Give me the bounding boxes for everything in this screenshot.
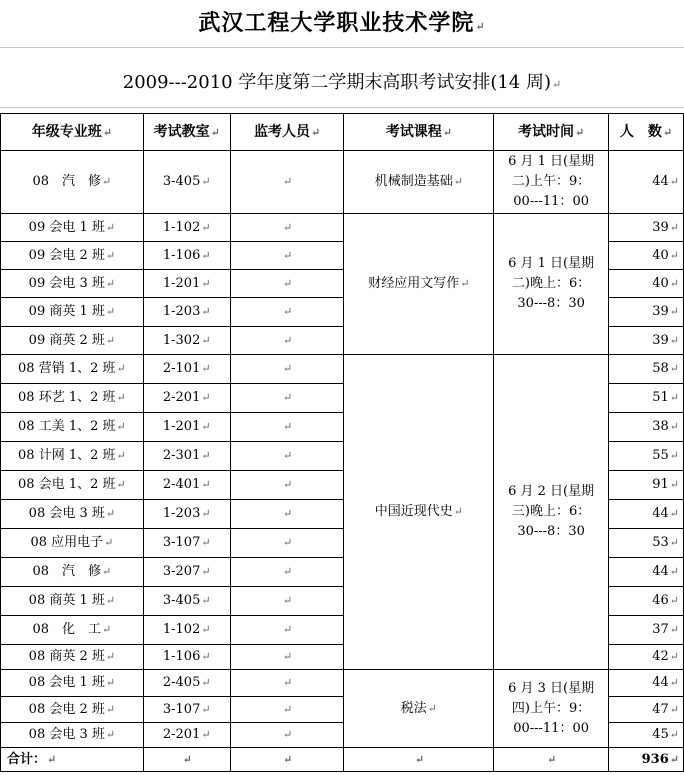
proctor-cell: ↵ xyxy=(230,214,344,242)
room-cell: 3-405↵ xyxy=(143,587,230,616)
title-divider xyxy=(0,47,684,48)
room-cell: 2-301↵ xyxy=(143,442,230,471)
count-cell: 40↵ xyxy=(609,270,684,298)
total-label: 合计：↵ xyxy=(1,748,144,772)
proctor-cell: ↵ xyxy=(230,327,344,355)
total-row xyxy=(1,748,684,772)
proctor-cell: ↵ xyxy=(230,723,344,748)
class-cell: 09 商英 2 班↵ xyxy=(1,327,144,355)
class-cell: 08 汽 修↵ xyxy=(1,151,144,214)
proctor-cell: ↵ xyxy=(230,645,344,670)
proctor-cell: ↵ xyxy=(230,151,344,214)
room-cell: 1-106↵ xyxy=(143,242,230,270)
proctor-cell: ↵ xyxy=(230,558,344,587)
count-cell: 37↵ xyxy=(609,616,684,645)
count-cell: 47↵ xyxy=(609,697,684,723)
count-cell: 91↵ xyxy=(609,471,684,500)
table-header-row xyxy=(1,114,684,151)
proctor-cell: ↵ xyxy=(230,529,344,558)
total-empty-cell: ↵ xyxy=(143,748,230,772)
total-empty-cell: ↵ xyxy=(344,748,494,772)
class-cell: 08 化 工↵ xyxy=(1,616,144,645)
room-cell: 1-302↵ xyxy=(143,327,230,355)
class-cell: 08 汽 修↵ xyxy=(1,558,144,587)
proctor-cell: ↵ xyxy=(230,355,344,384)
count-cell: 39↵ xyxy=(609,214,684,242)
count-cell: 40↵ xyxy=(609,242,684,270)
room-cell: 1-201↵ xyxy=(143,413,230,442)
proctor-cell: ↵ xyxy=(230,471,344,500)
total-empty-cell: ↵ xyxy=(230,748,344,772)
count-cell: 51↵ xyxy=(609,384,684,413)
class-cell: 08 营销 1、2 班↵ xyxy=(1,355,144,384)
room-cell: 1-106↵ xyxy=(143,645,230,670)
course-cell: 财经应用文写作↵ xyxy=(344,214,494,355)
class-cell: 08 会电 1、2 班↵ xyxy=(1,471,144,500)
proctor-cell: ↵ xyxy=(230,697,344,723)
course-cell: 机械制造基础↵ xyxy=(344,151,494,214)
header-room: 考试教室↵ xyxy=(143,114,230,151)
room-cell: 1-102↵ xyxy=(143,214,230,242)
count-cell: 53↵ xyxy=(609,529,684,558)
room-cell: 3-405↵ xyxy=(143,151,230,214)
count-cell: 44↵ xyxy=(609,670,684,697)
proctor-cell: ↵ xyxy=(230,298,344,327)
room-cell: 2-201↵ xyxy=(143,384,230,413)
time-cell: 6 月 1 日(星期 二)上午：9： 00---11：00 xyxy=(494,151,609,214)
class-cell: 09 会电 1 班↵ xyxy=(1,214,144,242)
exam-schedule-table xyxy=(0,113,684,772)
time-cell: 6 月 2 日(星期 三)晚上：6： 30---8：30 xyxy=(494,355,609,670)
class-cell: 08 计网 1、2 班↵ xyxy=(1,442,144,471)
room-cell: 2-401↵ xyxy=(143,471,230,500)
header-class: 年级专业班↵ xyxy=(1,114,144,151)
count-cell: 55↵ xyxy=(609,442,684,471)
room-cell: 1-203↵ xyxy=(143,500,230,529)
count-cell: 38↵ xyxy=(609,413,684,442)
course-cell: 税法↵ xyxy=(344,670,494,748)
class-cell: 08 应用电子↵ xyxy=(1,529,144,558)
table-row xyxy=(1,355,684,384)
class-cell: 08 商英 2 班↵ xyxy=(1,645,144,670)
count-cell: 45↵ xyxy=(609,723,684,748)
time-cell: 6 月 3 日(星期 四)上午：9： 00---11：00 xyxy=(494,670,609,748)
proctor-cell: ↵ xyxy=(230,384,344,413)
subtitle-divider xyxy=(0,107,684,108)
proctor-cell: ↵ xyxy=(230,270,344,298)
proctor-cell: ↵ xyxy=(230,616,344,645)
table-row xyxy=(1,670,684,697)
proctor-cell: ↵ xyxy=(230,670,344,697)
class-cell: 09 商英 1 班↵ xyxy=(1,298,144,327)
room-cell: 3-107↵ xyxy=(143,529,230,558)
count-cell: 44↵ xyxy=(609,500,684,529)
count-cell: 39↵ xyxy=(609,298,684,327)
room-cell: 1-102↵ xyxy=(143,616,230,645)
proctor-cell: ↵ xyxy=(230,442,344,471)
page-subtitle: 2009---2010 学年度第二学期末高职考试安排(14 周)↵ xyxy=(122,72,562,93)
room-cell: 2-101↵ xyxy=(143,355,230,384)
page-title: 武汉工程大学职业技术学院↵ xyxy=(198,10,486,36)
room-cell: 3-107↵ xyxy=(143,697,230,723)
count-cell: 39↵ xyxy=(609,327,684,355)
count-cell: 44↵ xyxy=(609,151,684,214)
class-cell: 08 工美 1、2 班↵ xyxy=(1,413,144,442)
header-proctor: 监考人员↵ xyxy=(230,114,344,151)
count-cell: 58↵ xyxy=(609,355,684,384)
class-cell: 08 会电 3 班↵ xyxy=(1,723,144,748)
course-cell: 中国近现代史↵ xyxy=(344,355,494,670)
class-cell: 08 会电 3 班↵ xyxy=(1,500,144,529)
class-cell: 09 会电 2 班↵ xyxy=(1,242,144,270)
room-cell: 1-201↵ xyxy=(143,270,230,298)
count-cell: 46↵ xyxy=(609,587,684,616)
class-cell: 08 会电 2 班↵ xyxy=(1,697,144,723)
class-cell: 08 商英 1 班↵ xyxy=(1,587,144,616)
proctor-cell: ↵ xyxy=(230,500,344,529)
proctor-cell: ↵ xyxy=(230,587,344,616)
header-course: 考试课程↵ xyxy=(344,114,494,151)
proctor-cell: ↵ xyxy=(230,242,344,270)
proctor-cell: ↵ xyxy=(230,413,344,442)
room-cell: 3-207↵ xyxy=(143,558,230,587)
count-cell: 44↵ xyxy=(609,558,684,587)
room-cell: 2-201↵ xyxy=(143,723,230,748)
room-cell: 2-405↵ xyxy=(143,670,230,697)
class-cell: 08 会电 1 班↵ xyxy=(1,670,144,697)
table-row xyxy=(1,214,684,242)
header-time: 考试时间↵ xyxy=(494,114,609,151)
class-cell: 09 会电 3 班↵ xyxy=(1,270,144,298)
time-cell: 6 月 1 日(星期 二)晚上：6： 30---8：30 xyxy=(494,214,609,355)
table-row xyxy=(1,151,684,214)
room-cell: 1-203↵ xyxy=(143,298,230,327)
total-empty-cell: ↵ xyxy=(494,748,609,772)
header-count: 人 数↵ xyxy=(609,114,684,151)
total-count: 936↵ xyxy=(609,748,684,772)
class-cell: 08 环艺 1、2 班↵ xyxy=(1,384,144,413)
count-cell: 42↵ xyxy=(609,645,684,670)
